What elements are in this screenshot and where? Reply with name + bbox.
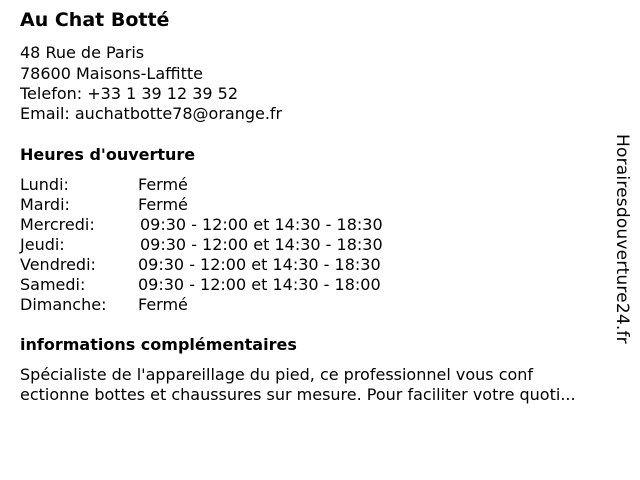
address-line-2: 78600 Maisons-Laffitte — [20, 64, 203, 83]
hours-saturday: 09:30 - 12:00 et 14:30 - 18:00 — [138, 275, 381, 294]
email-text: Email: auchatbotte78@orange.fr — [20, 104, 283, 123]
hours-wednesday: 09:30 - 12:00 et 14:30 - 18:30 — [140, 215, 383, 234]
day-label-wednesday: Mercredi: — [20, 215, 95, 234]
day-label-saturday: Samedi: — [20, 275, 86, 294]
day-label-thursday: Jeudi: — [20, 235, 65, 254]
day-label-sunday: Dimanche: — [20, 295, 107, 314]
hours-tuesday: Fermé — [138, 195, 188, 214]
hours-thursday: 09:30 - 12:00 et 14:30 - 18:30 — [140, 235, 383, 254]
day-label-friday: Vendredi: — [20, 255, 96, 274]
phone-text: Telefon: +33 1 39 12 39 52 — [20, 84, 239, 103]
hours-sunday: Fermé — [138, 295, 188, 314]
business-name: Au Chat Botté — [20, 9, 170, 31]
address-line-1: 48 Rue de Paris — [20, 43, 145, 62]
info-heading: informations complémentaires — [20, 335, 297, 354]
hours-friday: 09:30 - 12:00 et 14:30 - 18:30 — [138, 255, 381, 274]
info-description — [20, 365, 625, 405]
day-label-tuesday: Mardi: — [20, 195, 70, 214]
hours-heading: Heures d'ouverture — [20, 145, 196, 164]
day-label-monday: Lundi: — [20, 175, 69, 194]
hours-monday: Fermé — [138, 175, 188, 194]
info-line-2: ectionne bottes et chaussures sur mesure. Pour faciliter votre quoti... — [20, 385, 576, 404]
info-line-1: Spécialiste de l'appareillage du pied, ce professionnel vous conf — [20, 365, 534, 384]
watermark-text: Horairesdouverture24.fr — [612, 134, 632, 344]
